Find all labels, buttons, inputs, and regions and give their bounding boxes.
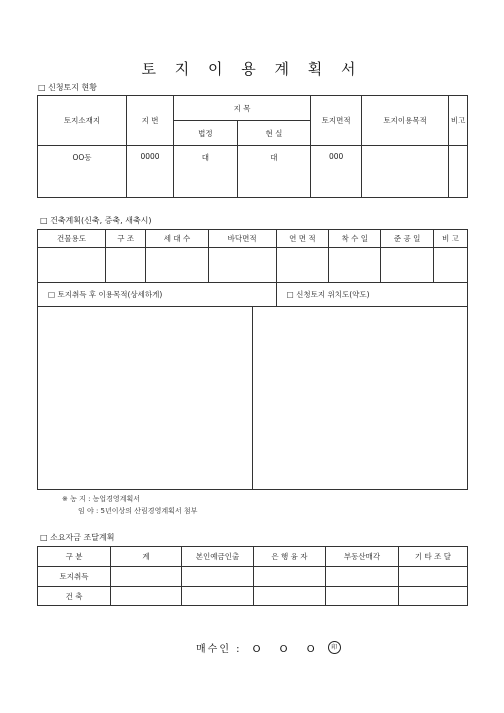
cell-lot: 0000 <box>127 146 174 198</box>
seal-mark: 印 <box>328 641 341 654</box>
header-category: 구 분 <box>38 547 111 567</box>
row-land-acquisition: 토지취득 <box>38 567 111 587</box>
blank-cell <box>254 587 326 606</box>
header-start-date: 착 수 일 <box>329 230 381 248</box>
blank-cell <box>111 587 182 606</box>
blank-cell <box>182 587 254 606</box>
blank-cell <box>105 248 145 283</box>
blank-cell <box>208 248 276 283</box>
cell-purpose <box>362 146 449 198</box>
location-map-label: □ 신청토지 위치도(약도) <box>276 283 467 307</box>
blank-cell <box>381 248 433 283</box>
cell-remarks <box>449 146 468 198</box>
col-purpose: 토지이용목적 <box>362 96 449 146</box>
header-households: 세 대 수 <box>146 230 208 248</box>
header-other-funding: 기 타 조 달 <box>399 547 468 567</box>
cell-location: OO동 <box>38 146 127 198</box>
section3-heading: □ 소요자금 조달계획 <box>40 533 115 542</box>
blank-cell <box>38 248 106 283</box>
buyer-name: O O O <box>252 644 323 655</box>
location-map-area <box>253 307 468 490</box>
header-own-deposit: 본인예금인출 <box>182 547 254 567</box>
header-remarks: 비 고 <box>433 230 467 248</box>
col-area: 토지면적 <box>311 96 362 146</box>
blank-cell <box>254 567 326 587</box>
note-farmland: ※ 농 지 : 농업경영계획서 <box>62 495 140 503</box>
blank-cell <box>399 587 468 606</box>
section2-heading: □ 건축계획(신축, 증축, 새축시) <box>40 216 152 225</box>
col-category-actual: 현 실 <box>237 121 310 146</box>
col-remarks: 비고 <box>449 96 468 146</box>
blank-cell <box>433 248 467 283</box>
header-total-area: 연 면 적 <box>276 230 328 248</box>
header-usage: 건물용도 <box>38 230 106 248</box>
signature-line <box>196 637 341 656</box>
col-category-legal: 법정 <box>174 121 238 146</box>
buyer-label: 매수인 : <box>196 644 242 655</box>
purpose-detail-area <box>38 307 253 490</box>
header-structure: 구 조 <box>105 230 145 248</box>
row-construction: 건 축 <box>38 587 111 606</box>
blank-cell <box>276 248 328 283</box>
header-property-sale: 부동산매각 <box>326 547 399 567</box>
blank-cell <box>182 567 254 587</box>
col-category: 지 목 <box>174 96 311 121</box>
blank-cell <box>399 567 468 587</box>
section1-heading: □ 신청토지 현황 <box>38 83 98 92</box>
blank-cell <box>146 248 208 283</box>
land-status-table <box>37 95 468 198</box>
blank-cell <box>111 567 182 587</box>
construction-plan-table <box>37 229 468 307</box>
blank-cell <box>329 248 381 283</box>
header-total: 계 <box>111 547 182 567</box>
cell-actual: 대 <box>237 146 310 198</box>
blank-cell <box>326 567 399 587</box>
note-forest: 임 야 : 5년이상의 산림경영계획서 첨부 <box>78 507 198 515</box>
col-location: 토지소재지 <box>38 96 127 146</box>
document-title: 토 지 이 용 계 획 서 <box>141 60 363 78</box>
cell-area: 000 <box>311 146 362 198</box>
purpose-map-boxes <box>37 306 468 490</box>
col-lot: 지 번 <box>127 96 174 146</box>
header-floor-area: 바닥면적 <box>208 230 276 248</box>
purpose-box-label: □ 토지취득 후 이용목적(상세하게) <box>38 283 277 307</box>
funding-plan-table <box>37 546 468 606</box>
header-completion-date: 준 공 일 <box>381 230 433 248</box>
cell-legal: 대 <box>174 146 238 198</box>
blank-cell <box>326 587 399 606</box>
header-bank-loan: 은 행 융 자 <box>254 547 326 567</box>
